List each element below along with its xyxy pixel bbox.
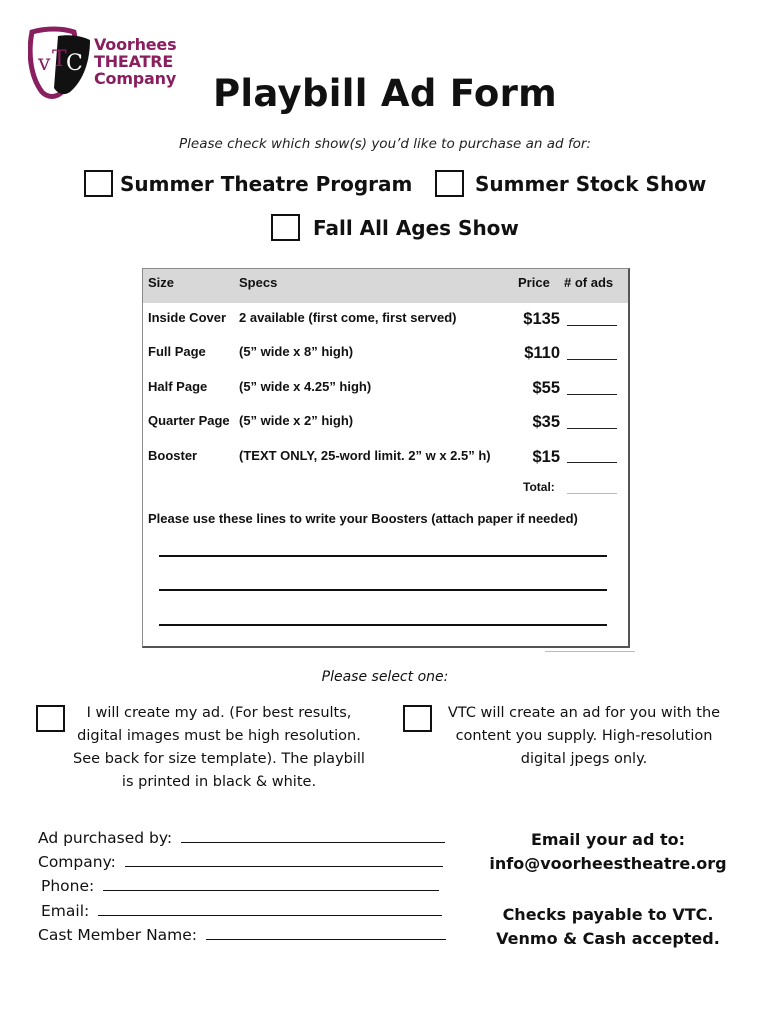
- ad-purchased-by-field[interactable]: [181, 829, 445, 843]
- payment-methods: Venmo & Cash accepted.: [496, 929, 720, 948]
- page-title: Playbill Ad Form: [213, 72, 557, 115]
- label-summer-stock-show: Summer Stock Show: [475, 172, 707, 196]
- option-vtc-create-text: VTC will create an ad for you with the content you supply. High-resolution digital jpegs only.: [447, 705, 721, 767]
- option-self-create-text: I will create my ad. (For best results, digital images must be high resolution. See back for size template). The playbill is printed in black & white.: [73, 705, 365, 790]
- logo-line-1: Voorhees: [94, 35, 177, 54]
- ad-count-blank[interactable]: [567, 394, 617, 395]
- email-field[interactable]: [98, 902, 442, 916]
- row-size: Quarter Page: [148, 413, 230, 428]
- company-row: [38, 853, 443, 871]
- row-specs: (5” wide x 4.25” high): [239, 379, 372, 394]
- select-one-prompt: Please select one:: [321, 669, 449, 685]
- header-specs: Specs: [239, 275, 278, 290]
- email-address: info@voorheestheatre.org: [489, 854, 727, 873]
- row-specs: (TEXT ONLY, 25-word limit. 2” w x 2.5” h): [239, 448, 491, 463]
- ad-count-blank[interactable]: [567, 359, 617, 360]
- row-specs: (5” wide x 2” high): [239, 413, 354, 428]
- email-label: Email:: [41, 902, 90, 920]
- company-label: Company:: [38, 853, 116, 871]
- header-count: # of ads: [564, 275, 614, 290]
- booster-line-1[interactable]: [159, 555, 607, 557]
- show-selection-prompt: Please check which show(s) you’d like to purchase an ad for:: [179, 136, 591, 152]
- company-field[interactable]: [125, 853, 443, 867]
- total-blank[interactable]: [567, 493, 617, 494]
- row-size: Inside Cover: [148, 310, 227, 325]
- ad-count-blank[interactable]: [567, 325, 617, 326]
- email-row: [41, 902, 442, 920]
- booster-instructions: Please use these lines to write your Boosters (attach paper if needed): [148, 511, 578, 526]
- phone-label: Phone:: [41, 877, 95, 895]
- email-heading: Email your ad to:: [530, 830, 686, 849]
- checkbox-vtc-create-ad[interactable]: [403, 705, 432, 732]
- email-instructions: [470, 828, 746, 876]
- checks-payable: Checks payable to VTC.: [502, 905, 714, 924]
- checkbox-self-create-ad[interactable]: [36, 705, 65, 732]
- cast-member-label: Cast Member Name:: [38, 926, 198, 944]
- logo-line-2: THEATRE: [94, 52, 174, 71]
- logo-line-3: Company: [94, 69, 177, 88]
- row-specs: (5” wide x 8” high): [239, 344, 354, 359]
- checkbox-summer-stock-show[interactable]: [435, 170, 464, 197]
- row-price: $55: [532, 379, 560, 397]
- booster-line-2[interactable]: [159, 589, 607, 591]
- svg-text:C: C: [66, 51, 83, 76]
- cast-member-row: [38, 926, 446, 944]
- row-price: $135: [523, 310, 560, 328]
- row-size: Full Page: [148, 344, 206, 359]
- checkbox-summer-theatre-program[interactable]: [84, 170, 113, 197]
- row-price: $110: [524, 344, 560, 362]
- cast-member-field[interactable]: [206, 926, 446, 940]
- ad-price-table: [142, 268, 630, 648]
- ad-count-blank[interactable]: [567, 462, 617, 463]
- table-header: [143, 269, 628, 303]
- booster-line-3[interactable]: [159, 624, 607, 626]
- divider-line: [545, 651, 635, 652]
- row-specs: 2 available (first come, first served): [239, 310, 457, 325]
- phone-field[interactable]: [103, 877, 439, 891]
- row-price: $15: [532, 448, 560, 466]
- svg-text:T: T: [52, 47, 67, 72]
- label-summer-theatre-program: Summer Theatre Program: [120, 172, 413, 196]
- row-price: $35: [532, 413, 560, 431]
- label-fall-all-ages-show: Fall All Ages Show: [313, 216, 519, 240]
- total-label: Total:: [523, 480, 555, 494]
- header-size: Size: [148, 275, 175, 290]
- ad-purchased-by-row: [38, 829, 445, 847]
- header-price: Price: [518, 275, 550, 290]
- checkbox-fall-all-ages-show[interactable]: [271, 214, 300, 241]
- row-size: Booster: [148, 448, 198, 463]
- svg-text:v: v: [38, 51, 51, 76]
- row-size: Half Page: [148, 379, 208, 394]
- payment-info: [470, 903, 746, 951]
- ad-purchased-by-label: Ad purchased by:: [38, 829, 173, 847]
- phone-row: [41, 877, 439, 895]
- ad-count-blank[interactable]: [567, 428, 617, 429]
